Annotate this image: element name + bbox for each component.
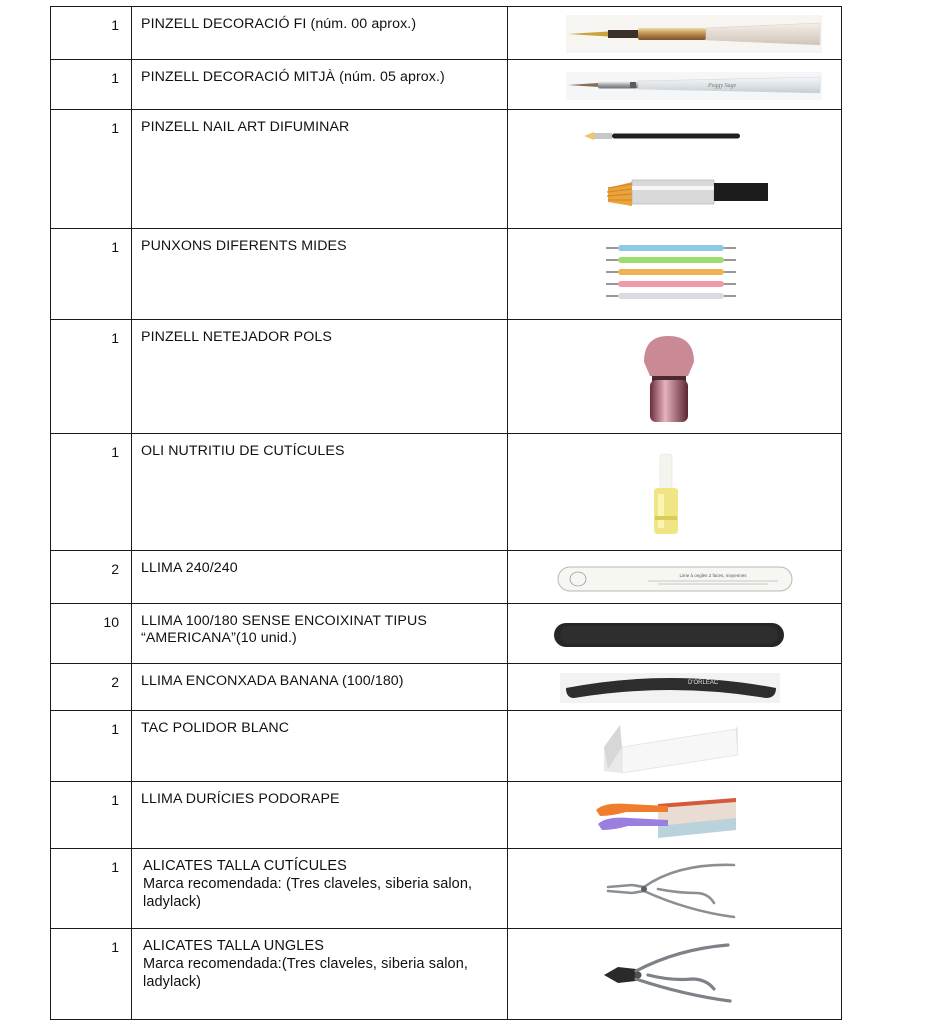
fine-detail-brush-image (508, 7, 842, 60)
quantity-value: 10 (103, 614, 119, 630)
description-cell (132, 929, 508, 1020)
quantity-cell (51, 551, 132, 604)
quantity-value: 1 (111, 330, 119, 346)
quantity-cell (51, 60, 132, 110)
description-cell (132, 711, 508, 782)
quantity-value: 1 (111, 70, 119, 86)
callus-file-image (508, 782, 842, 849)
quantity-value: 1 (111, 239, 119, 255)
table-row (51, 664, 842, 711)
item-description: PINZELL NETEJADOR POLS (141, 329, 332, 345)
table-row (51, 604, 842, 664)
quantity-value: 1 (111, 721, 119, 737)
item-description: PINZELL DECORACIÓ FI (núm. 00 aprox.) (141, 16, 417, 32)
file-label-text: Lime à ongles 2 faces, moyennes (679, 573, 747, 578)
black-file-image (508, 604, 842, 664)
quantity-value: 1 (111, 859, 119, 875)
white-file-image (508, 551, 842, 604)
dotting-tools-image (508, 229, 842, 320)
description-cell (132, 7, 508, 60)
quantity-cell (51, 604, 132, 664)
item-description: LLIMA ENCONXADA BANANA (100/180) (141, 673, 404, 689)
dust-brush-image (508, 320, 842, 434)
description-cell (132, 551, 508, 604)
table-row (51, 929, 842, 1020)
item-description: TAC POLIDOR BLANC (141, 720, 290, 736)
table-row (51, 60, 842, 110)
quantity-value: 2 (111, 561, 119, 577)
item-description: ALICATES TALLA CUTÍCULES (143, 858, 347, 874)
item-description: PUNXONS DIFERENTS MIDES (141, 238, 347, 254)
item-description: LLIMA 100/180 SENSE ENCOIXINAT TIPUS “AMERICANA”(10 unid.) (141, 613, 427, 646)
quantity-cell (51, 782, 132, 849)
description-cell (132, 434, 508, 551)
quantity-value: 1 (111, 792, 119, 808)
nail-nipper-image (508, 929, 842, 1020)
table-row (51, 849, 842, 929)
item-description: OLI NUTRITIU DE CUTÍCULES (141, 443, 345, 459)
buffer-block-image (508, 711, 842, 782)
table-row (51, 229, 842, 320)
quantity-cell (51, 320, 132, 434)
quantity-value: 1 (111, 17, 119, 33)
description-cell (132, 229, 508, 320)
description-cell (132, 664, 508, 711)
description-cell (132, 782, 508, 849)
quantity-cell (51, 229, 132, 320)
quantity-cell (51, 110, 132, 229)
item-description: LLIMA DURÍCIES PODORAPE (141, 791, 340, 807)
item-note: Marca recomendada:(Tres claveles, siberia salon, ladylack) (143, 956, 469, 990)
quantity-cell (51, 929, 132, 1020)
quantity-value: 1 (111, 120, 119, 136)
description-cell (132, 110, 508, 229)
cuticle-oil-image (508, 434, 842, 551)
description-cell (132, 604, 508, 664)
item-description: PINZELL DECORACIÓ MITJÀ (núm. 05 aprox.) (141, 69, 445, 85)
quantity-cell (51, 7, 132, 60)
quantity-value: 1 (111, 444, 119, 460)
materials-table (50, 6, 842, 1020)
banana-file-image (508, 664, 842, 711)
brush-brand-mark: Peggy Sage (708, 83, 737, 89)
table-row (51, 782, 842, 849)
table-row (51, 110, 842, 229)
table-row (51, 434, 842, 551)
cuticle-nipper-image (508, 849, 842, 929)
table-row (51, 7, 842, 60)
item-description: PINZELL NAIL ART DIFUMINAR (141, 119, 350, 135)
item-description: LLIMA 240/240 (141, 560, 238, 576)
description-cell (132, 320, 508, 434)
quantity-cell (51, 434, 132, 551)
quantity-value: 2 (111, 674, 119, 690)
quantity-cell (51, 849, 132, 929)
quantity-cell (51, 664, 132, 711)
file-brand-text: D'ORLEAC (688, 680, 719, 686)
table-row (51, 551, 842, 604)
table-row (51, 320, 842, 434)
table-row (51, 711, 842, 782)
quantity-cell (51, 711, 132, 782)
blending-brushes-image (508, 110, 842, 229)
description-cell (132, 849, 508, 929)
item-description: ALICATES TALLA UNGLES (143, 938, 325, 954)
description-cell (132, 60, 508, 110)
item-note: Marca recomendada: (Tres claveles, siberia salon, ladylack) (143, 876, 473, 910)
medium-detail-brush-image (508, 60, 842, 110)
quantity-value: 1 (111, 939, 119, 955)
